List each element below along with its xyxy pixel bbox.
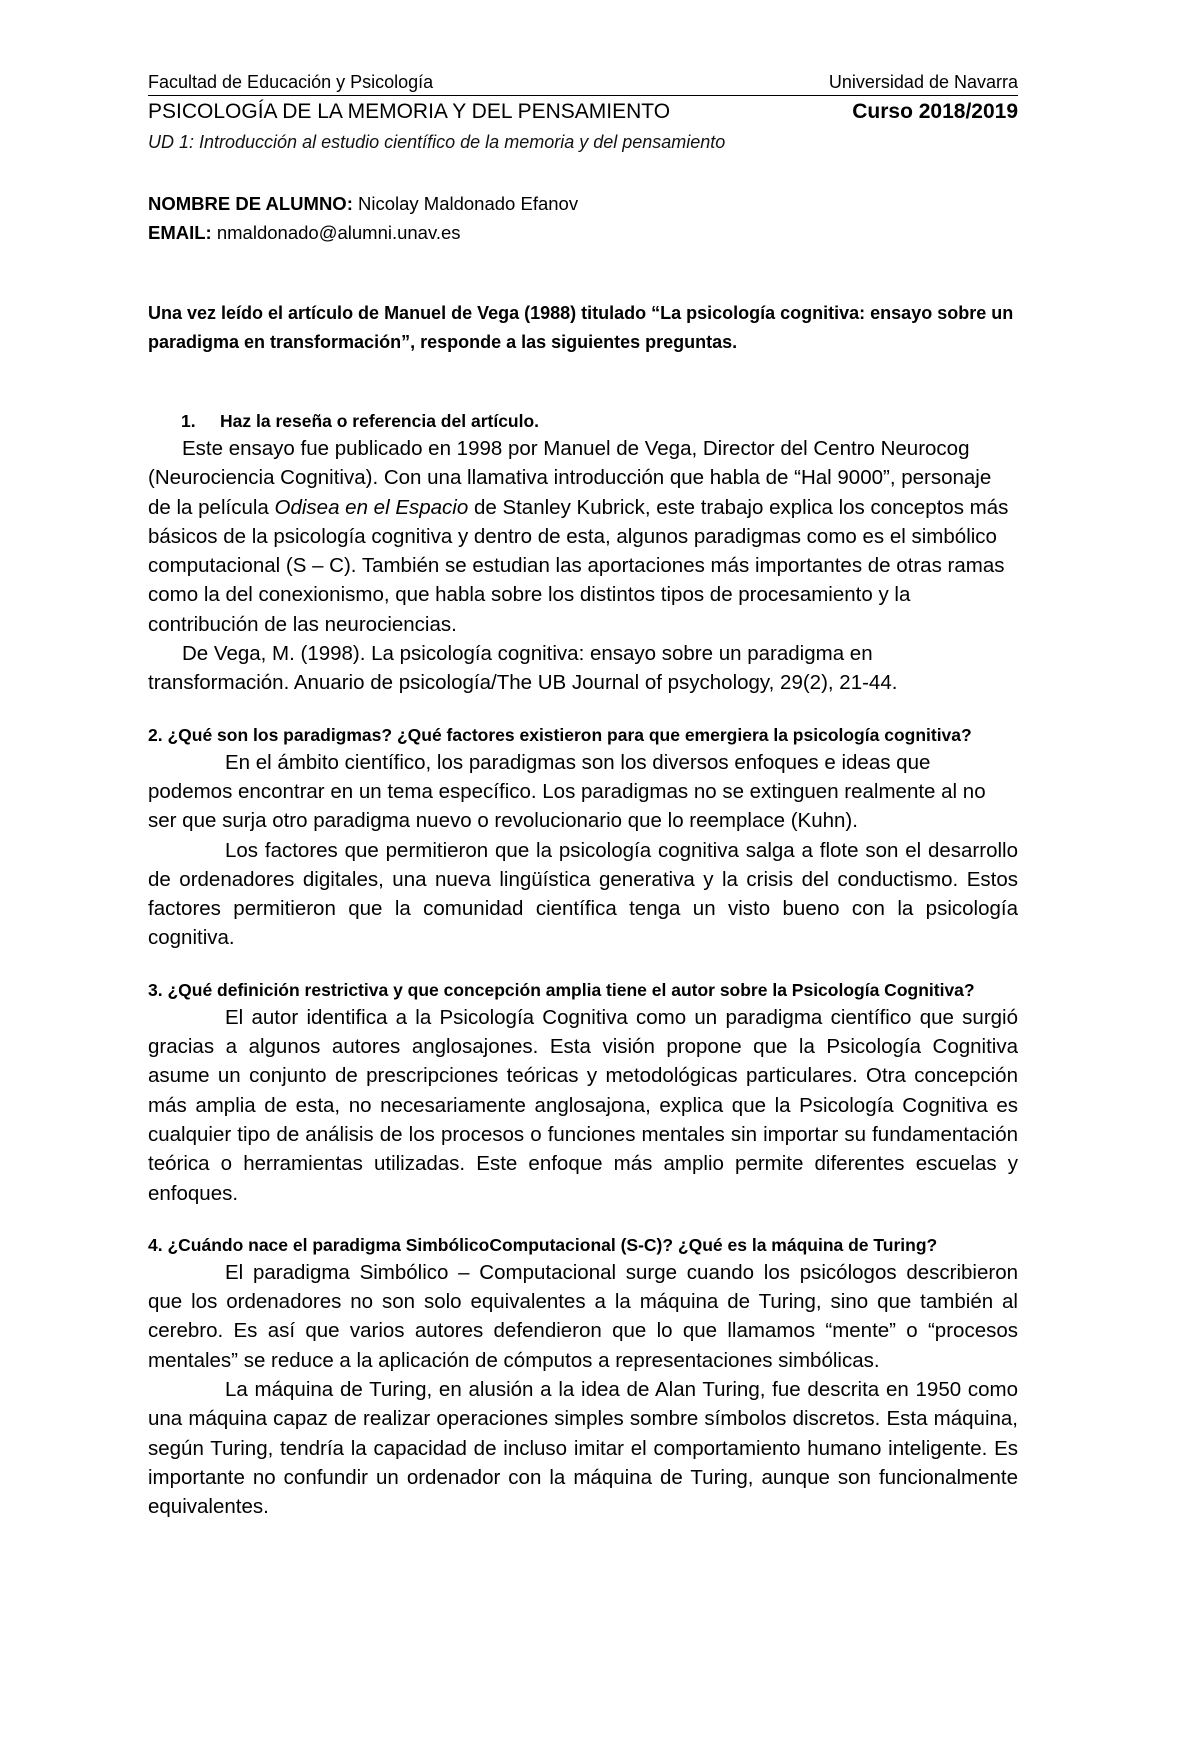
student-name-label: NOMBRE DE ALUMNO: xyxy=(148,193,353,214)
student-info xyxy=(148,189,1018,247)
student-email-value: nmaldonado@alumni.unav.es xyxy=(211,222,461,243)
film-title: Odisea en el Espacio xyxy=(274,495,469,519)
document-page xyxy=(148,70,1018,1522)
question-4-paragraph-1: El paradigma Simbólico – Computacional surge cuando los psicólogos describieron que los ordenadores no son solo equivalentes a la máquina de Turing, sino que también al cerebro. Es así que varios autores defendieron que lo que llamamos “mente” o “procesos mentales” se reduce a la aplicación de cómputos a representaciones simbólicas. xyxy=(148,1260,1018,1372)
unit-subtitle: UD 1: Introducción al estudio científico de la memoria y del pensamiento xyxy=(148,132,726,152)
question-1-title xyxy=(148,408,1018,434)
question-2-paragraph-1: En el ámbito científico, los paradigmas son los diversos enfoques e ideas que podemos encontrar en un tema específico. Los paradigmas no se extinguen realmente al no ser que surja otro paradigma nuevo o revolucionario que lo reemplace (Kuhn). xyxy=(148,750,986,833)
article-reference: De Vega, M. (1998). La psicología cognitiva: ensayo sobre un paradigma en transformación. Anuario de psicología/The UB Journal of psychology, 29(2), 21-44. xyxy=(148,642,898,695)
student-name-line xyxy=(148,189,1018,218)
answer-1-part-a: Este ensayo fue publicado en 1998 por Manuel de Vega, Director del Centro Neurocog (Neurociencia Cognitiva). Con una llamativa introducción que habla de “Hal 9000”, personaje de la película xyxy=(148,437,992,519)
student-name-value: Nicolay Maldonado Efanov xyxy=(352,193,579,214)
question-1-number: 1. xyxy=(181,411,196,431)
question-2-paragraph-2: Los factores que permitieron que la psicología cognitiva salga a flote son el desarrollo de ordenadores digitales, una nueva lingüística generativa y la crisis del conductismo. Estos factores permitieron que la comunidad científica tenga un visto bueno con la psicología cognitiva. xyxy=(148,838,1018,950)
university-name: Universidad de Navarra xyxy=(828,72,1018,92)
course-title: PSICOLOGÍA DE LA MEMORIA Y DEL PENSAMIENTO xyxy=(148,100,671,123)
question-4-paragraph-2: La máquina de Turing, en alusión a la idea de Alan Turing, fue descrita en 1950 como una máquina capaz de realizar operaciones simples sombre símbolos discretos. Esta máquina, según Turing, tendría la capacidad de incluso imitar el comportamiento humano inteligente. Es importante no confundir un ordenador con la máquina de Turing, aunque son funcionalmente equivalentes. xyxy=(148,1378,1018,1519)
question-3-title: 3. ¿Qué definición restrictiva y que concepción amplia tiene el autor sobre la Psicología Cognitiva? xyxy=(148,979,975,1000)
student-email-label: EMAIL: xyxy=(148,222,212,243)
question-1-answer xyxy=(148,434,1018,639)
header-top-row xyxy=(148,70,1018,96)
faculty-name: Facultad de Educación y Psicología xyxy=(148,72,434,92)
question-4-title: 4. ¿Cuándo nace el paradigma SimbólicoComputacional (S-C)? ¿Qué es la máquina de Turing? xyxy=(148,1234,938,1255)
header-course-row xyxy=(148,97,1018,127)
question-1-text: Haz la reseña o referencia del artículo. xyxy=(220,411,540,431)
question-2-title: 2. ¿Qué son los paradigmas? ¿Qué factores existieron para que emergiera la psicología cognitiva? xyxy=(148,724,972,745)
question-3-paragraph-1: El autor identifica a la Psicología Cognitiva como un paradigma científico que surgió gracias a algunos autores anglosajones. Esta visión propone que la Psicología Cognitiva asume un conjunto de prescripciones teóricas y metodológicas particulares. Otra concepción más amplia de esta, no necesariamente anglosajona, explica que la Psicología Cognitiva es cualquier tipo de análisis de los procesos o funciones mentales sin importar su fundamentación teórica o herramientas utilizadas. Este enfoque más amplio permite diferentes escuelas y enfoques. xyxy=(148,1005,1018,1205)
student-email-line xyxy=(148,218,1018,247)
course-year: Curso 2018/2019 xyxy=(852,100,1018,123)
intro-instructions: Una vez leído el artículo de Manuel de Vega (1988) titulado “La psicología cognitiva: ensayo sobre un paradigma en transformación”, responde a las siguientes preguntas. xyxy=(148,303,1014,352)
answer-1-part-b: de Stanley Kubrick, este trabajo explica los conceptos más básicos de la psicología cognitiva y dentro de esta, algunos paradigmas como es el simbólico computacional (S – C). También se estudian las aportaciones más importantes de otras ramas como la del conexionismo, que habla sobre los distintos tipos de procesamiento y la contribución de las neurociencias. xyxy=(148,495,1009,636)
